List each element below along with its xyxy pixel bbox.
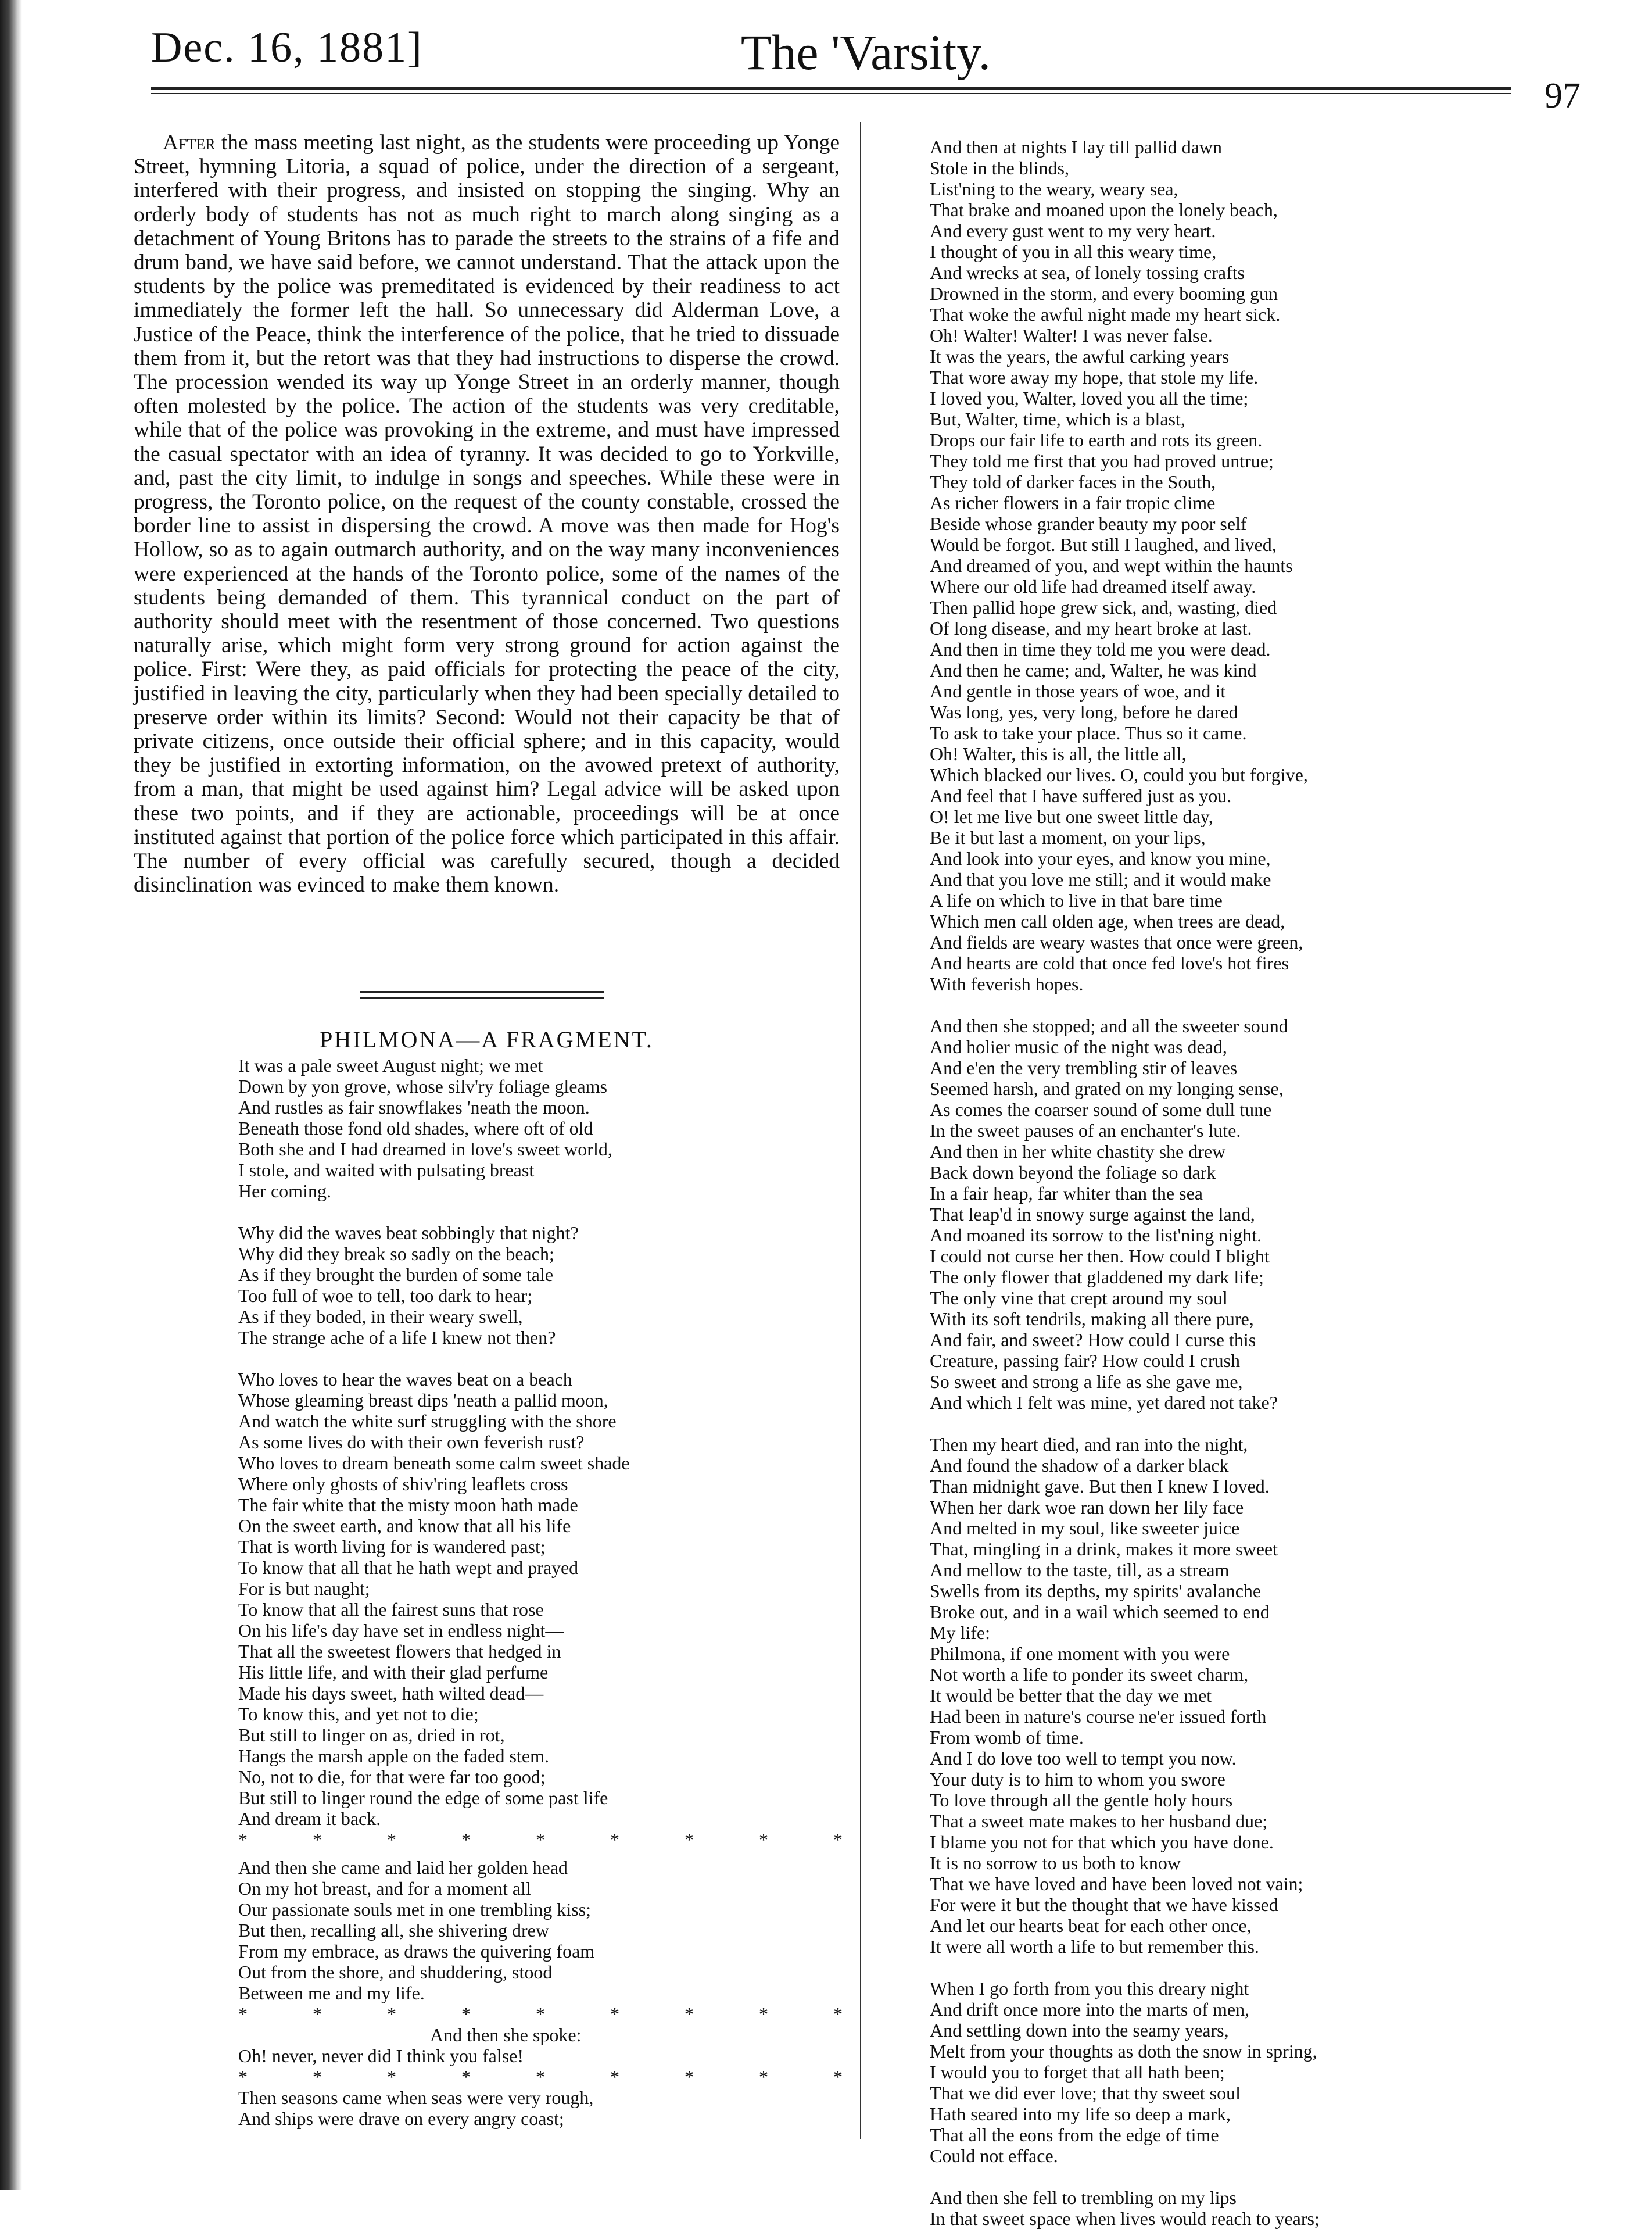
- poem-line: As some lives do with their own feverish rust?: [238, 1432, 585, 1452]
- poem-line: And then she stopped; and all the sweeter sound: [930, 1015, 1288, 1036]
- poem-line: It were all worth a life to but remember this.: [930, 1936, 1259, 1957]
- poem-line: And dreamed of you, and wept within the haunts: [930, 555, 1293, 576]
- poem-line: They told me first that you had proved untrue;: [930, 450, 1274, 471]
- poem-line: And let our hearts beat for each other once,: [930, 1915, 1252, 1936]
- poem-line: As richer flowers in a fair tropic clime: [930, 492, 1216, 513]
- poem-line: And then he came; and, Walter, he was kind: [930, 660, 1257, 681]
- poem-line: I stole, and waited with pulsating breast: [238, 1160, 535, 1180]
- poem-line: Drowned in the storm, and every booming gun: [930, 283, 1278, 304]
- poem-line: And e'en the very trembling stir of leaves: [930, 1057, 1238, 1078]
- poem-line: And which I felt was mine, yet dared not take?: [930, 1392, 1278, 1413]
- poem-line: Which blacked our lives. O, could you but forgive,: [930, 764, 1308, 785]
- poem-line: To know this, and yet not to die;: [238, 1704, 479, 1724]
- poem-line: With feverish hopes.: [930, 974, 1084, 994]
- poem-line: Too full of woe to tell, too dark to hear;: [238, 1285, 533, 1306]
- poem-line: That we did ever love; that thy sweet soul: [930, 2083, 1241, 2103]
- poem-line: Whose gleaming breast dips 'neath a pallid moon,: [238, 1390, 608, 1411]
- poem-line: In that sweet space when lives would reach to years;: [930, 2208, 1320, 2229]
- poem-line: And found the shadow of a darker black: [930, 1455, 1229, 1476]
- poem-line: As if they boded, in their weary swell,: [238, 1306, 523, 1327]
- page-edge-shadow: [0, 0, 22, 2190]
- poem-line: Than midnight gave. But then I knew I loved.: [930, 1476, 1270, 1497]
- poem-line: And mellow to the taste, till, as a stream: [930, 1559, 1230, 1580]
- poem-line: Stole in the blinds,: [930, 158, 1069, 178]
- poem-line: Oh! Walter! Walter! I was never false.: [930, 325, 1213, 346]
- poem-line: Then seasons came when seas were very rough,: [238, 2087, 594, 2108]
- poem-line: It is no sorrow to us both to know: [930, 1852, 1181, 1873]
- poem-line: O! let me live but one sweet little day,: [930, 806, 1213, 827]
- poem-line: That woke the awful night made my heart sick.: [930, 304, 1281, 325]
- poem-line: I thought of you in all this weary time,: [930, 241, 1217, 262]
- poem-line: In a fair heap, far whiter than the sea: [930, 1183, 1203, 1204]
- stanza: [238, 1369, 819, 1829]
- poem-line: Back down beyond the foliage so dark: [930, 1162, 1216, 1183]
- journal-title: The 'Varsity.: [740, 24, 991, 80]
- poem-line: When I go forth from you this dreary night: [930, 1978, 1249, 1999]
- ornamental-stars: * * * * * * * * *: [238, 2066, 873, 2087]
- stanza: [930, 2187, 1546, 2229]
- poem-line: Beneath those fond old shades, where oft of old: [238, 1118, 593, 1139]
- poem-line: Could not efface.: [930, 2145, 1058, 2166]
- poem-line: And then she spoke:: [430, 2024, 582, 2045]
- poem-line: It would be better that the day we met: [930, 1685, 1212, 1706]
- poem-line: To love through all the gentle holy hours: [930, 1790, 1233, 1811]
- poem-line: Be it but last a moment, on your lips,: [930, 827, 1206, 848]
- poem-line: As comes the coarser sound of some dull tune: [930, 1099, 1272, 1120]
- poem-line: And I do love too well to tempt you now.: [930, 1748, 1237, 1769]
- poem-line: That leap'd in snowy surge against the land,: [930, 1204, 1255, 1225]
- poem-line: And settling down into the seamy years,: [930, 2020, 1229, 2041]
- poem-line: Who loves to hear the waves beat on a beach: [238, 1369, 572, 1390]
- poem-title: PHILMONA—A FRAGMENT.: [320, 1026, 654, 1053]
- poem-line: And melted in my soul, like sweeter juice: [930, 1518, 1240, 1539]
- poem-line: It was the years, the awful carking years: [930, 346, 1230, 367]
- poem-line: So sweet and strong a life as she gave me,: [930, 1371, 1243, 1392]
- poem-line: And fields are weary wastes that once were green,: [930, 932, 1303, 953]
- header-rule-thick: [151, 87, 1511, 90]
- stanza: [930, 137, 1546, 994]
- poem-line: Had been in nature's course ne'er issued forth: [930, 1706, 1267, 1727]
- poem-line: And every gust went to my very heart.: [930, 220, 1216, 241]
- poem-line: Oh! never, never did I think you false!: [238, 2045, 524, 2066]
- poem-line: To know that all the fairest suns that rose: [238, 1599, 544, 1620]
- ornamental-stars: * * * * * * * * *: [238, 2003, 873, 2024]
- stanza: [930, 1434, 1546, 1957]
- poem-line: Creature, passing fair? How could I crush: [930, 1350, 1241, 1371]
- poem-line: That wore away my hope, that stole my life.: [930, 367, 1259, 388]
- poem-line: Was long, yes, very long, before he dared: [930, 702, 1238, 722]
- poem-line: Your duty is to him to whom you swore: [930, 1769, 1225, 1790]
- poem-line: Hangs the marsh apple on the faded stem.: [238, 1745, 549, 1766]
- poem-line: His little life, and with their glad perfume: [238, 1662, 549, 1683]
- poem-line: The strange ache of a life I knew not then?: [238, 1327, 556, 1348]
- poem-line: And look into your eyes, and know you mine,: [930, 848, 1271, 869]
- poem-line: And dream it back.: [238, 1808, 381, 1829]
- poem-line: Would be forgot. But still I laughed, and lived,: [930, 534, 1277, 555]
- poem-line: But still to linger round the edge of some past life: [238, 1787, 608, 1808]
- poem-line: Where only ghosts of shiv'ring leaflets cross: [238, 1473, 568, 1494]
- poem-right-column: [930, 137, 1546, 2229]
- stanza: [238, 2087, 819, 2129]
- poem-line: They told of darker faces in the South,: [930, 471, 1216, 492]
- poem-line: And watch the white surf struggling with the shore: [238, 1411, 617, 1432]
- poem-line: That all the sweetest flowers that hedged in: [238, 1641, 561, 1662]
- section-rule-top: [360, 991, 604, 993]
- poem-line: Hath seared into my life so deep a mark,: [930, 2103, 1231, 2124]
- poem-line: And ships were drave on every angry coast;: [238, 2108, 564, 2129]
- poem-line: Then my heart died, and ran into the night,: [930, 1434, 1248, 1455]
- poem-line: And then in her white chastity she drew: [930, 1141, 1226, 1162]
- poem-line: And then she fell to trembling on my lips: [930, 2187, 1237, 2208]
- poem-line: In the sweet pauses of an enchanter's lute.: [930, 1120, 1241, 1141]
- poem-line: Which men call olden age, when trees are dead,: [930, 911, 1285, 932]
- poem-line: Who loves to dream beneath some calm sweet shade: [238, 1452, 630, 1473]
- stanza: [238, 1055, 819, 1201]
- stanza: [930, 1978, 1546, 2166]
- poem-line: I would you to forget that all hath been;: [930, 2062, 1225, 2083]
- poem-line: And then at nights I lay till pallid dawn: [930, 137, 1223, 158]
- poem-line: And drift once more into the marts of men,: [930, 1999, 1250, 2020]
- poem-line: The only vine that crept around my soul: [930, 1287, 1228, 1308]
- poem-line: Drops our fair life to earth and rots its green.: [930, 430, 1263, 450]
- poem-line: And moaned its sorrow to the list'ning night.: [930, 1225, 1262, 1246]
- poem-line: And that you love me still; and it would make: [930, 869, 1271, 890]
- poem-line: And hearts are cold that once fed love's hot fires: [930, 953, 1289, 974]
- poem-line: Both she and I had dreamed in love's sweet world,: [238, 1139, 612, 1160]
- poem-line: A life on which to live in that bare time: [930, 890, 1223, 911]
- page-number: 97: [1545, 76, 1581, 116]
- poem-line: Why did they break so sadly on the beach;: [238, 1243, 554, 1264]
- poem-line: I could not curse her then. How could I blight: [930, 1246, 1270, 1266]
- poem-left-column: [238, 1055, 873, 2129]
- stanza: [238, 1857, 819, 2003]
- poem-line: Philmona, if one moment with you were: [930, 1643, 1230, 1664]
- poem-line: Her coming.: [238, 1180, 331, 1201]
- poem-line: On the sweet earth, and know that all his life: [238, 1515, 571, 1536]
- poem-line: I loved you, Walter, loved you all the time;: [930, 388, 1249, 409]
- poem-line: But, Walter, time, which is a blast,: [930, 409, 1185, 430]
- stanza: [238, 1222, 819, 1348]
- poem-line: And feel that I have suffered just as you.: [930, 785, 1232, 806]
- section-rule-bottom: [360, 997, 604, 999]
- poem-line: List'ning to the weary, weary sea,: [930, 178, 1178, 199]
- poem-line: And holier music of the night was dead,: [930, 1036, 1227, 1057]
- poem-line: Oh! Walter, this is all, the little all,: [930, 743, 1187, 764]
- poem-line: Our passionate souls met in one trembling kiss;: [238, 1899, 592, 1920]
- poem-line: Beside whose grander beauty my poor self: [930, 513, 1247, 534]
- poem-line: Broke out, and in a wail which seemed to end: [930, 1601, 1270, 1622]
- poem-line: Between me and my life.: [238, 1983, 425, 2003]
- poem-line: That is worth living for is wandered past;: [238, 1536, 546, 1557]
- poem-line: It was a pale sweet August night; we met: [238, 1055, 543, 1076]
- poem-line: And then in time they told me you were dead.: [930, 639, 1271, 660]
- editorial-lead-word: After: [163, 131, 216, 155]
- poem-line: That we have loved and have been loved not vain;: [930, 1873, 1303, 1894]
- poem-line: No, not to die, for that were far too good;: [238, 1766, 546, 1787]
- poem-line: The only flower that gladdened my dark life;: [930, 1266, 1264, 1287]
- ornamental-stars: * * * * * * * * *: [238, 1829, 873, 1850]
- poem-line: Where our old life had dreamed itself away.: [930, 576, 1256, 597]
- header-rule-thin: [151, 93, 1511, 94]
- poem-line: Made his days sweet, hath wilted dead—: [238, 1683, 544, 1704]
- poem-line: On his life's day have set in endless night—: [238, 1620, 564, 1641]
- editorial-text: the mass meeting last night, as the students were proceeding up Yonge Street, hymning Litoria, a squad of police, under the direction of a sergeant, interfered with their progress, and insisted on stopping the singing. Why an orderly body of students has not as much right to march along singing as a detachment of Young Britons has to parade the streets to the strains of a fife and drum band, we have said before, we cannot understand. That the attack upon the students by the police was premeditated is evidenced by their readiness to act immediately the former left the hall. So unnecessary did Alderman Love, a Justice of the Peace, think the interference of the police, that he tried to dissuade them from it, but the retort was that they had instructions to disperse the crowd. The procession wended its way up Yonge Street in an orderly manner, though often molested by the police. The action of the students was very creditable, while that of the police was provoking in the extreme, and must have impressed the casual spectator with an idea of tyranny. It was decided to go to Yorkville, and, past the city limit, to indulge in songs and speeches. While these were in progress, the Toronto police, on the request of the county constable, crossed the border line to assist in dispersing the crowd. A move was then made for Hog's Hollow, so as to again outmarch authority, and on the way many inconveniences were experienced at the hands of the Toronto police, some of the names of the students being demanded of them. This tyrannical conduct on the part of authority should meet with the resentment of those concerned. Two questions naturally arise, which might form very strong ground for action against the police. First: Were they, as paid officials for protecting the peace of the city, justified in leaving the city, particularly when they had been specially detailed to preserve order within its limits? Second: Would not their capacity be that of private citizens, once outside their official sphere; and in this capacity, would they be justified in extorting information, on the avowed pretext of authority, from a man, that might be used against him? Legal advice will be asked upon these two points, and if they are actionable, proceedings will be at once instituted against that portion of the police force which participated in this affair. The number of every official was carefully secured, though a decided disinclination was evinced to make them known.: [134, 131, 840, 897]
- poem-line: As if they brought the burden of some tale: [238, 1264, 554, 1285]
- poem-line: Then pallid hope grew sick, and, wasting, died: [930, 597, 1277, 618]
- poem-line: But then, recalling all, she shivering drew: [238, 1920, 549, 1941]
- poem-line: That a sweet mate makes to her husband due;: [930, 1811, 1268, 1831]
- issue-date: Dec. 16, 1881]: [151, 24, 423, 71]
- poem-line: Melt from your thoughts as doth the snow in spring,: [930, 2041, 1317, 2062]
- poem-line: Down by yon grove, whose silv'ry foliage gleams: [238, 1076, 607, 1097]
- poem-line: To ask to take your place. Thus so it came.: [930, 722, 1247, 743]
- poem-line: And rustles as fair snowflakes 'neath the moon.: [238, 1097, 590, 1118]
- poem-line: Of long disease, and my heart broke at last.: [930, 618, 1252, 639]
- poem-line: Out from the shore, and shuddering, stood: [238, 1962, 553, 1983]
- poem-line: And gentle in those years of woe, and it: [930, 681, 1226, 702]
- poem-line: And then she came and laid her golden head: [238, 1857, 568, 1878]
- poem-line: I blame you not for that which you have done.: [930, 1831, 1274, 1852]
- poem-line: The fair white that the misty moon hath made: [238, 1494, 578, 1515]
- poem-line: But still to linger on as, dried in rot,: [238, 1724, 505, 1745]
- page-header: [151, 23, 1581, 116]
- poem-line: To know that all that he hath wept and prayed: [238, 1557, 579, 1578]
- poem-line: Swells from its depths, my spirits' avalanche: [930, 1580, 1262, 1601]
- poem-line: Why did the waves beat sobbingly that night?: [238, 1222, 579, 1243]
- poem-line: That all the eons from the edge of time: [930, 2124, 1219, 2145]
- poem-line: And fair, and sweet? How could I curse this: [930, 1329, 1256, 1350]
- poem-line: Not worth a life to ponder its sweet charm,: [930, 1664, 1249, 1685]
- poem-line: Seemed harsh, and grated on my longing sense,: [930, 1078, 1284, 1099]
- poem-line: For were it but the thought that we have kissed: [930, 1894, 1278, 1915]
- poem-line: On my hot breast, and for a moment all: [238, 1878, 531, 1899]
- poem-line: That, mingling in a drink, makes it more sweet: [930, 1539, 1278, 1559]
- editorial-column: [134, 131, 840, 897]
- poem-line: And wrecks at sea, of lonely tossing crafts: [930, 262, 1245, 283]
- stanza: [930, 1015, 1546, 1413]
- poem-line: That brake and moaned upon the lonely beach,: [930, 199, 1278, 220]
- poem-line: From womb of time.: [930, 1727, 1084, 1748]
- poem-line: From my embrace, as draws the quivering foam: [238, 1941, 595, 1962]
- poem-line: For is but naught;: [238, 1578, 370, 1599]
- poem-line: When her dark woe ran down her lily face: [930, 1497, 1244, 1518]
- editorial-paragraph: [134, 131, 840, 897]
- poem-line: With its soft tendrils, making all there pure,: [930, 1308, 1254, 1329]
- poem-line: My life:: [930, 1622, 990, 1643]
